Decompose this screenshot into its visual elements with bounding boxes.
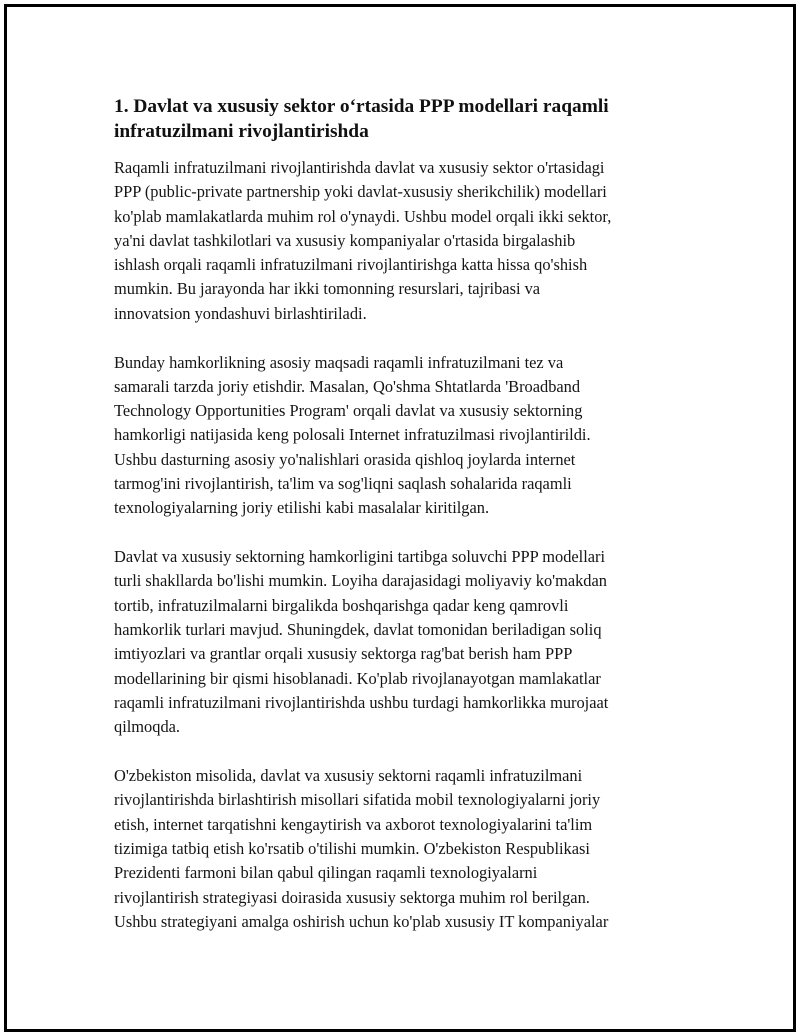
section-heading bbox=[114, 94, 679, 144]
text-line: samarali tarzda joriy etishdir. Masalan, Qo'shma Shtatlarda 'Broadband bbox=[114, 376, 581, 396]
paragraph bbox=[114, 156, 679, 326]
text-line: innovatsion yondashuvi birlashtiriladi. bbox=[114, 303, 367, 323]
text-line: Davlat va xususiy sektorning hamkorligini tartibga soluvchi PPP modellari bbox=[114, 547, 606, 567]
text-line: rivojlantirishda birlashtirish misollari sifatida mobil texnologiyalarni joriy bbox=[114, 790, 601, 810]
heading-line: infratuzilmani rivojlantirishda bbox=[114, 121, 369, 142]
document-body bbox=[114, 94, 679, 959]
text-line: texnologiyalarning joriy etilishi kabi masalalar kiritilgan. bbox=[114, 498, 490, 518]
paragraph bbox=[114, 764, 679, 934]
text-line: ya'ni davlat tashkilotlari va xususiy kompaniyalar o'rtasida birgalashib bbox=[114, 230, 576, 250]
text-line: rivojlantirish strategiyasi doirasida xususiy sektorga muhim rol berilgan. bbox=[114, 887, 590, 907]
text-line: Ushbu dasturning asosiy yo'nalishlari orasida qishloq joylarda internet bbox=[114, 449, 576, 469]
paragraph bbox=[114, 545, 679, 739]
text-line: ishlash orqali raqamli infratuzilmani rivojlantirishga katta hissa qo'shish bbox=[114, 255, 588, 275]
text-line: turli shakllarda bo'lishi mumkin. Loyiha darajasidagi moliyaviy ko'makdan bbox=[114, 571, 607, 591]
text-line: tortib, infratuzilmalarni birgalikda boshqarishga qadar keng qamrovli bbox=[114, 595, 569, 615]
heading-line: 1. Davlat va xususiy sektor o‘rtasida PPP modellari raqamli bbox=[114, 96, 609, 117]
text-line: hamkorligi natijasida keng polosali Internet infratuzilmasi rivojlantirildi. bbox=[114, 425, 591, 445]
text-line: Bunday hamkorlikning asosiy maqsadi raqamli infratuzilmani tez va bbox=[114, 352, 564, 372]
text-line: modellarining bir qismi hisoblanadi. Ko'plab rivojlanayotgan mamlakatlar bbox=[114, 668, 601, 688]
text-line: imtiyozlari va grantlar orqali xususiy sektorga rag'bat berish ham PPP bbox=[114, 644, 573, 664]
paragraph bbox=[114, 351, 679, 521]
text-line: Raqamli infratuzilmani rivojlantirishda davlat va xususiy sektor o'rtasidagi bbox=[114, 158, 605, 177]
text-line: etish, internet tarqatishni kengaytirish va axborot texnologiyalarini ta'lim bbox=[114, 814, 593, 834]
text-line: Ushbu strategiyani amalga oshirish uchun ko'plab xususiy IT kompaniyalar bbox=[114, 911, 609, 931]
text-line: Technology Opportunities Program' orqali davlat va xususiy sektorning bbox=[114, 401, 583, 421]
text-line: hamkorlik turlari mavjud. Shuningdek, davlat tomonidan beriladigan soliq bbox=[114, 620, 602, 640]
text-line: tarmog'ini rivojlantirish, ta'lim va sog'liqni saqlash sohalarida raqamli bbox=[114, 474, 572, 494]
text-line: ko'plab mamlakatlarda muhim rol o'ynaydi. Ushbu model orqali ikki sektor, bbox=[114, 206, 612, 226]
text-line: Prezidenti farmoni bilan qabul qilingan raqamli texnologiyalarni bbox=[114, 863, 538, 883]
text-line: mumkin. Bu jarayonda har ikki tomonning resurslari, tajribasi va bbox=[114, 279, 541, 299]
text-line: qilmoqda. bbox=[114, 717, 181, 737]
text-line: O'zbekiston misolida, davlat va xususiy sektorni raqamli infratuzilmani bbox=[114, 766, 583, 786]
text-line: raqamli infratuzilmani rivojlantirishda ushbu turdagi hamkorlikka murojaat bbox=[114, 692, 609, 712]
text-line: PPP (public-private partnership yoki davlat-xususiy sherikchilik) modellari bbox=[114, 182, 607, 202]
text-line: tizimiga tatbiq etish ko'rsatib o'tilishi mumkin. O'zbekiston Respublikasi bbox=[114, 838, 590, 858]
